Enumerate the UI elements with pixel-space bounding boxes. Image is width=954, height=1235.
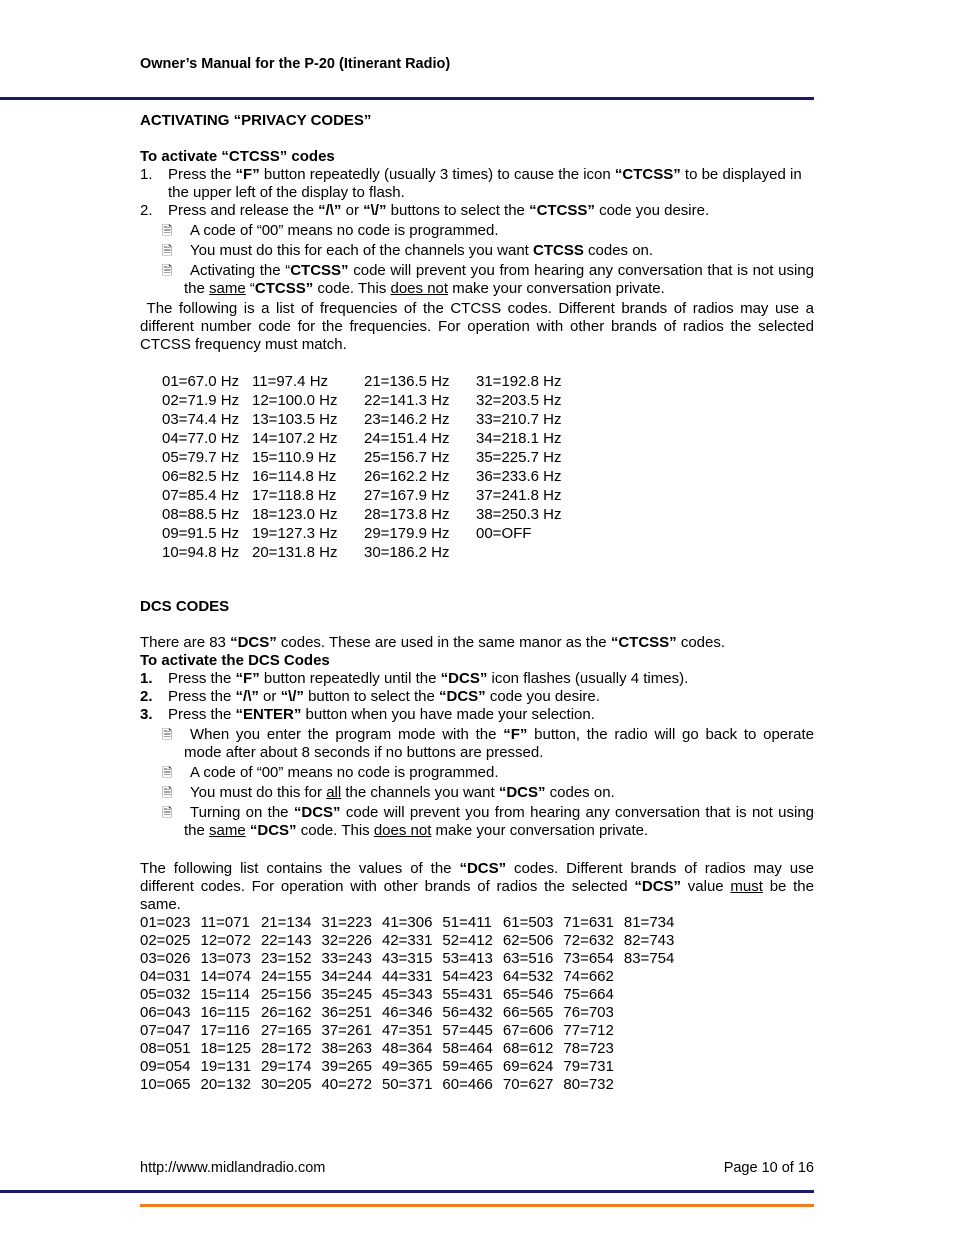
dcs-table-cell: 76=703	[563, 1004, 614, 1021]
ctcss-table-cell: 12=100.0 Hz	[252, 392, 338, 409]
dcs-table-cell: 64=532	[502, 968, 554, 985]
ctcss-table-cell: 31=192.8 Hz	[476, 373, 562, 390]
dcs-table-cell: 55=431	[442, 986, 493, 1003]
dcs-table-row	[140, 986, 684, 1004]
dcs-table-cell: 25=156	[260, 986, 312, 1003]
dcs-table-cell: 67=606	[502, 1022, 554, 1039]
ctcss-table-cell: 28=173.8 Hz	[364, 506, 450, 523]
ctcss-frequency-table	[162, 372, 576, 562]
dcs-table-cell: 73=654	[563, 950, 614, 967]
ctcss-table-cell	[476, 543, 576, 562]
ctcss-bullet-3: 🗎 Activating the “CTCSS” code will prevent you from hearing any conversation that is not using the same “CTCSS” code. This does not make your conversation private.	[162, 262, 814, 297]
dcs-table-cell: 59=465	[442, 1058, 493, 1075]
dcs-table-cell: 51=411	[442, 914, 492, 931]
ctcss-table-cell: 01=67.0 Hz	[162, 373, 240, 390]
footer-rule-orange	[140, 1204, 814, 1207]
dcs-table-cell: 48=364	[381, 1040, 433, 1057]
ctcss-table-cell: 11=97.4 Hz	[252, 373, 329, 390]
dcs-code-table	[140, 914, 684, 1094]
ctcss-paragraph: The following is a list of frequencies of the CTCSS codes. Different brands of radios may use a different number code for the frequencies. For operation with other brands of radios the selected CTCSS frequency must match.	[140, 300, 819, 353]
page-header-title: Owner’s Manual for the P-20 (Itinerant Radio)	[140, 56, 451, 72]
ctcss-table-cell: 06=82.5 Hz	[162, 468, 240, 485]
dcs-table-cell: 81=734	[623, 914, 675, 931]
dcs-table-cell: 31=223	[321, 914, 372, 931]
dcs-table-cell: 78=723	[563, 1040, 614, 1057]
document-icon: 🗎	[162, 766, 173, 781]
dcs-table-cell	[624, 1004, 684, 1022]
ctcss-table-row	[162, 391, 576, 410]
dcs-table-cell: 79=731	[563, 1058, 614, 1075]
document-icon: 🗎	[162, 264, 173, 279]
ctcss-table-cell: 19=127.3 Hz	[252, 525, 338, 542]
dcs-table-cell: 46=346	[381, 1004, 433, 1021]
dcs-table-cell: 28=172	[260, 1040, 312, 1057]
ctcss-table-cell: 21=136.5 Hz	[364, 373, 450, 390]
ctcss-table-cell: 32=203.5 Hz	[476, 392, 562, 409]
ctcss-table-cell: 08=88.5 Hz	[162, 506, 240, 523]
dcs-step-3: 3. Press the “ENTER” button when you have made your selection.	[140, 706, 595, 723]
dcs-bullet-3: 🗎 You must do this for all the channels you want “DCS” codes on.	[162, 784, 615, 801]
ctcss-step-2: 2. Press and release the “/\” or “\/” buttons to select the “CTCSS” code you desire.	[140, 202, 710, 219]
dcs-table-row	[140, 1058, 684, 1076]
dcs-table-cell: 35=245	[321, 986, 372, 1003]
dcs-table-cell: 70=627	[502, 1076, 554, 1093]
dcs-table-cell: 16=115	[200, 1004, 250, 1021]
dcs-table-cell: 60=466	[442, 1076, 493, 1093]
dcs-table-cell: 04=031	[140, 968, 191, 985]
dcs-table-cell: 12=072	[200, 932, 251, 949]
dcs-table-cell: 54=423	[442, 968, 493, 985]
ctcss-table-cell: 23=146.2 Hz	[364, 411, 450, 428]
dcs-table-cell: 15=114	[200, 986, 250, 1003]
subheading-dcs: To activate the DCS Codes	[140, 652, 330, 669]
ctcss-table-row	[162, 467, 576, 486]
dcs-table-cell: 38=263	[321, 1040, 372, 1057]
ctcss-table-cell: 13=103.5 Hz	[252, 411, 338, 428]
dcs-table-cell: 06=043	[140, 1004, 191, 1021]
ctcss-table-cell: 35=225.7 Hz	[476, 449, 562, 466]
dcs-table-cell: 03=026	[140, 950, 191, 967]
ctcss-table-row	[162, 372, 576, 391]
subheading-ctcss: To activate “CTCSS” codes	[140, 148, 335, 165]
dcs-table-cell: 13=073	[200, 950, 251, 967]
ctcss-table-cell: 30=186.2 Hz	[364, 544, 450, 561]
dcs-table-cell: 53=413	[442, 950, 493, 967]
dcs-table-cell: 37=261	[321, 1022, 372, 1039]
dcs-table-cell: 66=565	[502, 1004, 554, 1021]
dcs-table-cell: 62=506	[502, 932, 554, 949]
dcs-table-cell: 63=516	[502, 950, 554, 967]
ctcss-table-cell: 15=110.9 Hz	[252, 449, 337, 466]
ctcss-table-row	[162, 524, 576, 543]
ctcss-bullet-1: 🗎 A code of “00” means no code is programmed.	[162, 222, 499, 239]
dcs-table-cell: 07=047	[140, 1022, 191, 1039]
dcs-table-cell: 57=445	[442, 1022, 493, 1039]
ctcss-table-cell: 14=107.2 Hz	[252, 430, 338, 447]
dcs-table-cell: 65=546	[502, 986, 554, 1003]
section-heading-dcs: DCS CODES	[140, 598, 230, 615]
ctcss-table-cell: 26=162.2 Hz	[364, 468, 450, 485]
footer-url: http://www.midlandradio.com	[140, 1160, 326, 1176]
ctcss-table-cell: 05=79.7 Hz	[162, 449, 240, 466]
dcs-table-cell	[624, 1040, 684, 1058]
document-icon: 🗎	[162, 224, 173, 239]
dcs-table-cell: 50=371	[381, 1076, 433, 1093]
ctcss-table-cell: 04=77.0 Hz	[162, 430, 240, 447]
dcs-table-cell	[624, 986, 684, 1004]
dcs-table-cell: 27=165	[260, 1022, 312, 1039]
dcs-table-cell: 83=754	[623, 950, 675, 967]
dcs-table-cell: 24=155	[260, 968, 312, 985]
ctcss-table-row	[162, 505, 576, 524]
dcs-table-cell: 23=152	[260, 950, 312, 967]
dcs-table-cell: 68=612	[502, 1040, 554, 1057]
dcs-table-row	[140, 950, 684, 968]
dcs-table-row	[140, 1040, 684, 1058]
ctcss-table-cell: 33=210.7 Hz	[476, 411, 562, 428]
dcs-table-cell: 32=226	[321, 932, 372, 949]
document-icon: 🗎	[162, 786, 173, 801]
dcs-table-row	[140, 914, 684, 932]
ctcss-table-cell: 17=118.8 Hz	[252, 487, 337, 504]
ctcss-table-cell: 29=179.9 Hz	[364, 525, 450, 542]
ctcss-table-cell: 34=218.1 Hz	[476, 430, 562, 447]
ctcss-table-row	[162, 429, 576, 448]
ctcss-table-cell: 24=151.4 Hz	[364, 430, 450, 447]
dcs-table-cell: 72=632	[563, 932, 614, 949]
dcs-table-cell: 14=074	[200, 968, 251, 985]
dcs-table-cell: 45=343	[381, 986, 433, 1003]
dcs-table-cell	[624, 1058, 684, 1076]
dcs-step-1: 1. Press the “F” button repeatedly until the “DCS” icon flashes (usually 4 times).	[140, 670, 689, 687]
dcs-table-cell: 22=143	[260, 932, 312, 949]
ctcss-table-row	[162, 543, 576, 562]
dcs-table-cell: 40=272	[321, 1076, 372, 1093]
header-rule-blue	[0, 97, 814, 100]
footer-page-number: Page 10 of 16	[723, 1160, 814, 1176]
ctcss-table-row	[162, 486, 576, 505]
dcs-table-cell: 82=743	[623, 932, 675, 949]
document-icon: 🗎	[162, 806, 173, 821]
dcs-step-2: 2. Press the “/\” or “\/” button to select the “DCS” code you desire.	[140, 688, 600, 705]
dcs-table-cell: 56=432	[442, 1004, 493, 1021]
dcs-bullet-1: 🗎 When you enter the program mode with the “F” button, the radio will go back to operate mode after about 8 seconds if no buttons are pressed.	[162, 726, 814, 761]
ctcss-table-cell: 25=156.7 Hz	[364, 449, 450, 466]
dcs-table-cell: 42=331	[381, 932, 433, 949]
ctcss-table-cell: 03=74.4 Hz	[162, 411, 240, 428]
dcs-paragraph: The following list contains the values of the “DCS” codes. Different brands of radios may use different codes. For operation with other brands of radios the selected “DCS” value must be the same.	[140, 860, 814, 913]
dcs-table-cell: 47=351	[381, 1022, 433, 1039]
dcs-table-cell: 77=712	[563, 1022, 614, 1039]
dcs-table-cell	[624, 1022, 684, 1040]
dcs-table-cell: 36=251	[321, 1004, 372, 1021]
dcs-table-row	[140, 1076, 684, 1094]
dcs-table-cell: 11=071	[200, 914, 250, 931]
dcs-table-cell: 39=265	[321, 1058, 372, 1075]
ctcss-table-cell: 02=71.9 Hz	[162, 392, 240, 409]
dcs-bullet-2: 🗎 A code of “00” means no code is programmed.	[162, 764, 499, 781]
dcs-table-cell: 34=244	[321, 968, 372, 985]
dcs-table-cell: 52=412	[442, 932, 493, 949]
dcs-table-cell: 75=664	[563, 986, 614, 1003]
ctcss-bullet-2: 🗎 You must do this for each of the channels you want CTCSS codes on.	[162, 242, 654, 259]
dcs-table-row	[140, 932, 684, 950]
dcs-table-cell: 21=134	[260, 914, 312, 931]
document-icon: 🗎	[162, 728, 173, 743]
dcs-table-cell: 01=023	[140, 914, 191, 931]
dcs-table-cell: 26=162	[260, 1004, 312, 1021]
ctcss-table-cell: 20=131.8 Hz	[252, 544, 338, 561]
dcs-table-cell: 58=464	[442, 1040, 493, 1057]
dcs-table-cell: 19=131	[200, 1058, 251, 1075]
dcs-table-cell	[624, 1076, 684, 1094]
dcs-intro: There are 83 “DCS” codes. These are used in the same manor as the “CTCSS” codes.	[140, 634, 726, 651]
dcs-table-cell: 05=032	[140, 986, 191, 1003]
dcs-table-cell: 20=132	[200, 1076, 251, 1093]
dcs-table-cell: 71=631	[563, 914, 614, 931]
dcs-table-cell: 80=732	[563, 1076, 614, 1093]
ctcss-table-cell: 37=241.8 Hz	[476, 487, 562, 504]
ctcss-table-cell: 16=114.8 Hz	[252, 468, 337, 485]
dcs-bullet-4: 🗎 Turning on the “DCS” code will prevent you from hearing any conversation that is not using the same “DCS” code. This does not make your conversation private.	[162, 804, 815, 839]
ctcss-table-cell: 09=91.5 Hz	[162, 525, 240, 542]
footer-rule-blue	[0, 1190, 814, 1193]
dcs-table-cell	[624, 968, 684, 986]
dcs-table-cell: 61=503	[502, 914, 554, 931]
ctcss-table-cell: 18=123.0 Hz	[252, 506, 338, 523]
dcs-table-cell: 29=174	[260, 1058, 312, 1075]
dcs-table-row	[140, 1022, 684, 1040]
ctcss-table-cell: 27=167.9 Hz	[364, 487, 450, 504]
section-heading-privacy: ACTIVATING “PRIVACY CODES”	[140, 112, 372, 129]
dcs-table-cell: 09=054	[140, 1058, 191, 1075]
dcs-table-cell: 43=315	[381, 950, 433, 967]
dcs-table-row	[140, 1004, 684, 1022]
dcs-table-cell: 18=125	[200, 1040, 251, 1057]
ctcss-step-1: 1. Press the “F” button repeatedly (usually 3 times) to cause the icon “CTCSS” to be displayed in the upper left of the display to flash.	[140, 166, 802, 201]
ctcss-table-cell: 22=141.3 Hz	[364, 392, 450, 409]
dcs-table-cell: 17=116	[200, 1022, 250, 1039]
dcs-table-cell: 33=243	[321, 950, 372, 967]
page-content	[140, 112, 819, 1094]
dcs-table-cell: 41=306	[381, 914, 433, 931]
dcs-table-row	[140, 968, 684, 986]
dcs-table-cell: 69=624	[502, 1058, 554, 1075]
dcs-table-cell: 30=205	[260, 1076, 312, 1093]
ctcss-table-row	[162, 410, 576, 429]
dcs-table-cell: 08=051	[140, 1040, 191, 1057]
ctcss-table-cell: 10=94.8 Hz	[162, 544, 240, 561]
document-icon: 🗎	[162, 244, 173, 259]
dcs-table-cell: 10=065	[140, 1076, 191, 1093]
dcs-table-cell: 49=365	[381, 1058, 433, 1075]
dcs-table-cell: 02=025	[140, 932, 191, 949]
ctcss-table-cell: 07=85.4 Hz	[162, 487, 240, 504]
ctcss-table-cell: 00=OFF	[476, 525, 532, 542]
ctcss-table-cell: 36=233.6 Hz	[476, 468, 562, 485]
ctcss-table-cell: 38=250.3 Hz	[476, 506, 562, 523]
dcs-table-cell: 44=331	[381, 968, 433, 985]
dcs-table-cell: 74=662	[563, 968, 614, 985]
ctcss-table-row	[162, 448, 576, 467]
